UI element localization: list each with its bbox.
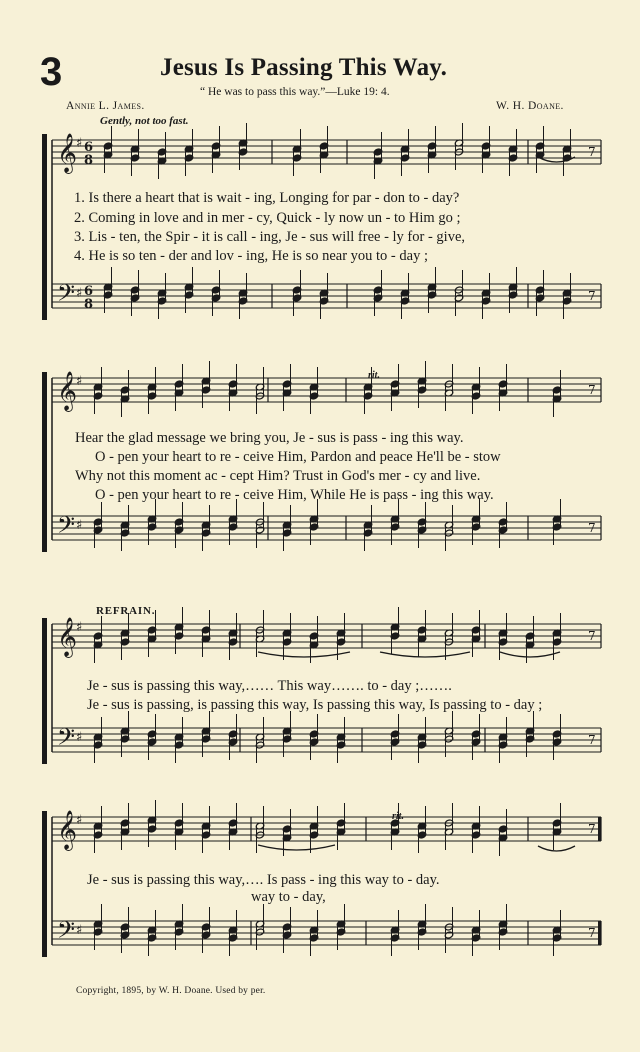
rest: 7 xyxy=(588,289,596,303)
treble-clef: 𝄞 xyxy=(57,133,78,173)
verse-line: Hear the glad message we bring you, Je - sus is pass - ing this way. xyxy=(75,430,464,446)
key-signature: ♯ xyxy=(76,620,83,635)
rit-mark: rit. xyxy=(392,811,404,822)
final-line: way to - day, xyxy=(251,889,326,905)
tie-slur xyxy=(538,846,575,851)
author-credit: Annie L. James. xyxy=(66,100,145,112)
rest: 7 xyxy=(588,733,596,747)
scripture-reference: “ He was to pass this way.”—Luke 19: 4. xyxy=(200,86,390,98)
rest: 7 xyxy=(588,822,596,836)
time-signature: 8 xyxy=(84,153,94,168)
key-signature: ♯ xyxy=(76,518,83,533)
time-signature: 6 xyxy=(84,140,94,155)
bass-clef: 𝄢 xyxy=(57,723,76,756)
final-barline xyxy=(598,921,601,945)
key-signature: ♯ xyxy=(76,136,83,151)
rest: 7 xyxy=(588,383,596,397)
key-signature: ♯ xyxy=(76,374,83,389)
hymn-title: Jesus Is Passing This Way. xyxy=(160,54,448,81)
refrain-label: REFRAIN. xyxy=(96,605,156,617)
treble-clef: 𝄞 xyxy=(57,617,78,657)
verse-line: 1. Is there a heart that is wait - ing, Longing for par - don to - day? xyxy=(74,190,460,206)
composer-credit: W. H. Doane. xyxy=(496,100,564,112)
system-bracket xyxy=(42,134,47,320)
key-signature: ♯ xyxy=(76,923,83,938)
treble-clef: 𝄞 xyxy=(57,371,78,411)
tie-slur xyxy=(500,652,560,657)
key-signature: ♯ xyxy=(76,813,83,828)
rest: 7 xyxy=(588,926,596,940)
refrain-line: Je - sus is passing, is passing this way, Is passing this way, Is passing to - day ; xyxy=(87,697,543,713)
tempo-marking: Gently, not too fast. xyxy=(100,115,189,127)
refrain-line: Je - sus is passing this way,…… This way……. to - day ;……. xyxy=(87,678,452,694)
verse-line: 2. Coming in love and in mer - cy, Quick - ly now un - to Him go ; xyxy=(74,210,461,226)
bass-clef: 𝄢 xyxy=(57,511,76,544)
time-signature: 8 xyxy=(84,297,94,312)
final-barline xyxy=(598,817,601,841)
treble-clef: 𝄞 xyxy=(57,810,78,850)
verse-line: Why not this moment ac - cept Him? Trust in God's mer - cy and live. xyxy=(75,468,481,484)
system-bracket xyxy=(42,618,47,764)
tie-slur xyxy=(380,652,470,657)
rest: 7 xyxy=(588,145,596,159)
rest: 7 xyxy=(588,629,596,643)
final-line: Je - sus is passing this way,…. Is pass - ing this way to - day. xyxy=(87,872,440,888)
time-signature: 6 xyxy=(84,284,94,299)
rit-mark: rit. xyxy=(368,370,380,381)
tie-slur xyxy=(258,845,335,850)
verse-line: 3. Lis - ten, the Spir - it is call - ing, Je - sus will free - ly for - give, xyxy=(74,229,466,245)
bass-clef: 𝄢 xyxy=(57,916,76,949)
copyright-notice: Copyright, 1895, by W. H. Doane. Used by per. xyxy=(76,986,266,996)
rest: 7 xyxy=(588,521,596,535)
key-signature: ♯ xyxy=(76,730,83,745)
system-bracket xyxy=(42,372,47,552)
verse-line: O - pen your heart to re - ceive Him, While He is pass - ing this way. xyxy=(95,487,494,503)
verse-line: 4. He is so ten - der and lov - ing, He is so near you to - day ; xyxy=(74,248,428,264)
bass-clef: 𝄢 xyxy=(57,279,76,312)
tie-slur xyxy=(258,652,350,657)
key-signature: ♯ xyxy=(76,286,83,301)
system-bracket xyxy=(42,811,47,957)
verse-line: O - pen your heart to re - ceive Him, Pardon and peace He'll be - stow xyxy=(95,449,501,465)
hymn-number: 3 xyxy=(40,50,63,94)
